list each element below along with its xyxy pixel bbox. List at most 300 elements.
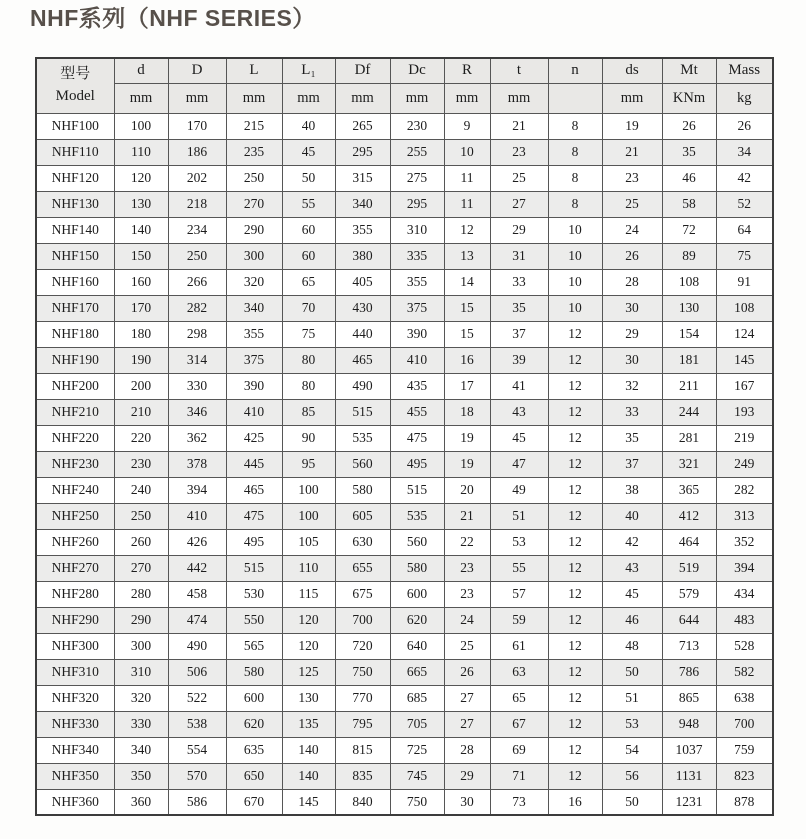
value-cell: 29 <box>602 321 662 347</box>
value-cell: 835 <box>335 763 390 789</box>
value-cell: 465 <box>335 347 390 373</box>
value-cell: 282 <box>716 477 773 503</box>
value-cell: 346 <box>168 399 226 425</box>
value-cell: 54 <box>602 737 662 763</box>
unit-header <box>548 83 602 113</box>
column-header-l₁: L₁ <box>282 58 335 83</box>
value-cell: 110 <box>114 139 168 165</box>
value-cell: 56 <box>602 763 662 789</box>
model-cell: NHF160 <box>36 269 114 295</box>
value-cell: 16 <box>548 789 602 815</box>
value-cell: 219 <box>716 425 773 451</box>
value-cell: 47 <box>490 451 548 477</box>
value-cell: 355 <box>226 321 282 347</box>
value-cell: 815 <box>335 737 390 763</box>
table-row <box>36 165 773 191</box>
value-cell: 234 <box>168 217 226 243</box>
value-cell: 29 <box>444 763 490 789</box>
value-cell: 33 <box>490 269 548 295</box>
value-cell: 12 <box>444 217 490 243</box>
value-cell: 22 <box>444 529 490 555</box>
value-cell: 430 <box>335 295 390 321</box>
value-cell: 100 <box>282 503 335 529</box>
value-cell: 32 <box>602 373 662 399</box>
value-cell: 410 <box>168 503 226 529</box>
value-cell: 130 <box>662 295 716 321</box>
value-cell: 211 <box>662 373 716 399</box>
value-cell: 12 <box>548 477 602 503</box>
value-cell: 290 <box>114 607 168 633</box>
value-cell: 12 <box>548 529 602 555</box>
value-cell: 190 <box>114 347 168 373</box>
value-cell: 130 <box>114 191 168 217</box>
value-cell: 8 <box>548 191 602 217</box>
value-cell: 490 <box>168 633 226 659</box>
value-cell: 522 <box>168 685 226 711</box>
value-cell: 24 <box>444 607 490 633</box>
value-cell: 725 <box>390 737 444 763</box>
value-cell: 10 <box>548 243 602 269</box>
value-cell: 394 <box>168 477 226 503</box>
value-cell: 560 <box>390 529 444 555</box>
value-cell: 265 <box>335 113 390 139</box>
value-cell: 25 <box>602 191 662 217</box>
value-cell: 21 <box>490 113 548 139</box>
value-cell: 670 <box>226 789 282 815</box>
table-row <box>36 633 773 659</box>
value-cell: 266 <box>168 269 226 295</box>
table-row <box>36 113 773 139</box>
value-cell: 320 <box>114 685 168 711</box>
unit-header: kg <box>716 83 773 113</box>
value-cell: 795 <box>335 711 390 737</box>
value-cell: 330 <box>114 711 168 737</box>
unit-header: mm <box>390 83 444 113</box>
table-row <box>36 555 773 581</box>
column-header-dc: Dc <box>390 58 444 83</box>
value-cell: 13 <box>444 243 490 269</box>
value-cell: 150 <box>114 243 168 269</box>
value-cell: 140 <box>114 217 168 243</box>
value-cell: 230 <box>390 113 444 139</box>
value-cell: 108 <box>716 295 773 321</box>
value-cell: 26 <box>444 659 490 685</box>
value-cell: 125 <box>282 659 335 685</box>
value-cell: 145 <box>716 347 773 373</box>
model-cell: NHF340 <box>36 737 114 763</box>
value-cell: 170 <box>168 113 226 139</box>
value-cell: 210 <box>114 399 168 425</box>
value-cell: 12 <box>548 685 602 711</box>
value-cell: 250 <box>168 243 226 269</box>
value-cell: 255 <box>390 139 444 165</box>
value-cell: 750 <box>390 789 444 815</box>
value-cell: 260 <box>114 529 168 555</box>
value-cell: 355 <box>390 269 444 295</box>
value-cell: 390 <box>390 321 444 347</box>
value-cell: 620 <box>226 711 282 737</box>
value-cell: 483 <box>716 607 773 633</box>
value-cell: 700 <box>335 607 390 633</box>
value-cell: 249 <box>716 451 773 477</box>
value-cell: 27 <box>444 711 490 737</box>
value-cell: 90 <box>282 425 335 451</box>
model-cell: NHF210 <box>36 399 114 425</box>
value-cell: 362 <box>168 425 226 451</box>
value-cell: 15 <box>444 295 490 321</box>
value-cell: 100 <box>282 477 335 503</box>
value-cell: 37 <box>602 451 662 477</box>
value-cell: 313 <box>716 503 773 529</box>
value-cell: 10 <box>444 139 490 165</box>
value-cell: 570 <box>168 763 226 789</box>
value-cell: 26 <box>662 113 716 139</box>
value-cell: 515 <box>390 477 444 503</box>
value-cell: 310 <box>390 217 444 243</box>
value-cell: 51 <box>602 685 662 711</box>
value-cell: 89 <box>662 243 716 269</box>
table-row <box>36 269 773 295</box>
value-cell: 475 <box>226 503 282 529</box>
value-cell: 12 <box>548 347 602 373</box>
value-cell: 39 <box>490 347 548 373</box>
value-cell: 61 <box>490 633 548 659</box>
value-cell: 12 <box>548 399 602 425</box>
value-cell: 8 <box>548 113 602 139</box>
value-cell: 8 <box>548 165 602 191</box>
value-cell: 154 <box>662 321 716 347</box>
value-cell: 515 <box>226 555 282 581</box>
value-cell: 53 <box>602 711 662 737</box>
value-cell: 495 <box>226 529 282 555</box>
value-cell: 310 <box>114 659 168 685</box>
value-cell: 12 <box>548 659 602 685</box>
value-cell: 713 <box>662 633 716 659</box>
value-cell: 59 <box>490 607 548 633</box>
value-cell: 70 <box>282 295 335 321</box>
value-cell: 25 <box>490 165 548 191</box>
value-cell: 620 <box>390 607 444 633</box>
value-cell: 298 <box>168 321 226 347</box>
table-row <box>36 295 773 321</box>
value-cell: 42 <box>716 165 773 191</box>
value-cell: 464 <box>662 529 716 555</box>
value-cell: 350 <box>114 763 168 789</box>
model-cell: NHF120 <box>36 165 114 191</box>
value-cell: 9 <box>444 113 490 139</box>
unit-header: mm <box>282 83 335 113</box>
table-row <box>36 529 773 555</box>
value-cell: 18 <box>444 399 490 425</box>
value-cell: 40 <box>602 503 662 529</box>
value-cell: 20 <box>444 477 490 503</box>
value-cell: 55 <box>490 555 548 581</box>
value-cell: 759 <box>716 737 773 763</box>
table-row <box>36 685 773 711</box>
value-cell: 53 <box>490 529 548 555</box>
unit-header: mm <box>444 83 490 113</box>
table-row <box>36 477 773 503</box>
model-cell: NHF150 <box>36 243 114 269</box>
column-header-r: R <box>444 58 490 83</box>
value-cell: 580 <box>226 659 282 685</box>
value-cell: 27 <box>444 685 490 711</box>
value-cell: 60 <box>282 217 335 243</box>
model-cell: NHF350 <box>36 763 114 789</box>
table-row <box>36 321 773 347</box>
value-cell: 445 <box>226 451 282 477</box>
value-cell: 335 <box>390 243 444 269</box>
value-cell: 80 <box>282 347 335 373</box>
value-cell: 50 <box>282 165 335 191</box>
value-cell: 865 <box>662 685 716 711</box>
value-cell: 43 <box>602 555 662 581</box>
value-cell: 80 <box>282 373 335 399</box>
value-cell: 600 <box>226 685 282 711</box>
value-cell: 579 <box>662 581 716 607</box>
value-cell: 290 <box>226 217 282 243</box>
model-cell: NHF240 <box>36 477 114 503</box>
value-cell: 281 <box>662 425 716 451</box>
value-cell: 60 <box>282 243 335 269</box>
model-cell: NHF200 <box>36 373 114 399</box>
model-cell: NHF190 <box>36 347 114 373</box>
value-cell: 840 <box>335 789 390 815</box>
value-cell: 26 <box>716 113 773 139</box>
value-cell: 295 <box>335 139 390 165</box>
table-row <box>36 607 773 633</box>
value-cell: 23 <box>444 581 490 607</box>
value-cell: 73 <box>490 789 548 815</box>
value-cell: 635 <box>226 737 282 763</box>
column-header-t: t <box>490 58 548 83</box>
value-cell: 600 <box>390 581 444 607</box>
value-cell: 28 <box>602 269 662 295</box>
value-cell: 605 <box>335 503 390 529</box>
value-cell: 434 <box>716 581 773 607</box>
value-cell: 120 <box>282 607 335 633</box>
value-cell: 35 <box>490 295 548 321</box>
value-cell: 270 <box>226 191 282 217</box>
unit-header: mm <box>114 83 168 113</box>
value-cell: 15 <box>444 321 490 347</box>
value-cell: 10 <box>548 269 602 295</box>
value-cell: 10 <box>548 295 602 321</box>
value-cell: 519 <box>662 555 716 581</box>
table-row <box>36 711 773 737</box>
table-row <box>36 139 773 165</box>
value-cell: 65 <box>490 685 548 711</box>
table-row <box>36 425 773 451</box>
value-cell: 120 <box>114 165 168 191</box>
value-cell: 390 <box>226 373 282 399</box>
value-cell: 1231 <box>662 789 716 815</box>
value-cell: 490 <box>335 373 390 399</box>
value-cell: 202 <box>168 165 226 191</box>
column-header-mass: Mass <box>716 58 773 83</box>
value-cell: 21 <box>444 503 490 529</box>
value-cell: 193 <box>716 399 773 425</box>
value-cell: 115 <box>282 581 335 607</box>
value-cell: 75 <box>716 243 773 269</box>
model-cell: NHF100 <box>36 113 114 139</box>
value-cell: 375 <box>390 295 444 321</box>
value-cell: 135 <box>282 711 335 737</box>
column-header-ds: ds <box>602 58 662 83</box>
value-cell: 12 <box>548 633 602 659</box>
value-cell: 405 <box>335 269 390 295</box>
value-cell: 580 <box>335 477 390 503</box>
value-cell: 506 <box>168 659 226 685</box>
value-cell: 330 <box>168 373 226 399</box>
table-row <box>36 659 773 685</box>
value-cell: 720 <box>335 633 390 659</box>
value-cell: 675 <box>335 581 390 607</box>
value-cell: 25 <box>444 633 490 659</box>
value-cell: 28 <box>444 737 490 763</box>
value-cell: 380 <box>335 243 390 269</box>
value-cell: 582 <box>716 659 773 685</box>
unit-header: KNm <box>662 83 716 113</box>
model-cell: NHF180 <box>36 321 114 347</box>
value-cell: 26 <box>602 243 662 269</box>
value-cell: 528 <box>716 633 773 659</box>
value-cell: 19 <box>444 425 490 451</box>
value-cell: 21 <box>602 139 662 165</box>
value-cell: 91 <box>716 269 773 295</box>
value-cell: 23 <box>444 555 490 581</box>
value-cell: 67 <box>490 711 548 737</box>
value-cell: 878 <box>716 789 773 815</box>
column-header-d: D <box>168 58 226 83</box>
value-cell: 394 <box>716 555 773 581</box>
value-cell: 410 <box>226 399 282 425</box>
table-row <box>36 789 773 815</box>
model-cell: NHF140 <box>36 217 114 243</box>
value-cell: 19 <box>602 113 662 139</box>
value-cell: 55 <box>282 191 335 217</box>
value-cell: 72 <box>662 217 716 243</box>
column-header-l: L <box>226 58 282 83</box>
value-cell: 240 <box>114 477 168 503</box>
model-column-header: 型号 Model <box>36 58 114 113</box>
model-cell: NHF170 <box>36 295 114 321</box>
table-body <box>36 113 773 815</box>
model-cell: NHF280 <box>36 581 114 607</box>
value-cell: 435 <box>390 373 444 399</box>
value-cell: 8 <box>548 139 602 165</box>
value-cell: 12 <box>548 425 602 451</box>
value-cell: 426 <box>168 529 226 555</box>
value-cell: 655 <box>335 555 390 581</box>
value-cell: 200 <box>114 373 168 399</box>
value-cell: 786 <box>662 659 716 685</box>
model-cell: NHF310 <box>36 659 114 685</box>
table-row <box>36 217 773 243</box>
value-cell: 244 <box>662 399 716 425</box>
model-cell: NHF360 <box>36 789 114 815</box>
value-cell: 355 <box>335 217 390 243</box>
value-cell: 250 <box>226 165 282 191</box>
value-cell: 352 <box>716 529 773 555</box>
value-cell: 12 <box>548 373 602 399</box>
value-cell: 644 <box>662 607 716 633</box>
value-cell: 75 <box>282 321 335 347</box>
value-cell: 215 <box>226 113 282 139</box>
value-cell: 554 <box>168 737 226 763</box>
value-cell: 23 <box>490 139 548 165</box>
value-cell: 230 <box>114 451 168 477</box>
value-cell: 12 <box>548 503 602 529</box>
value-cell: 41 <box>490 373 548 399</box>
model-cell: NHF250 <box>36 503 114 529</box>
value-cell: 11 <box>444 165 490 191</box>
value-cell: 340 <box>226 295 282 321</box>
value-cell: 640 <box>390 633 444 659</box>
value-cell: 586 <box>168 789 226 815</box>
value-cell: 378 <box>168 451 226 477</box>
value-cell: 43 <box>490 399 548 425</box>
value-cell: 315 <box>335 165 390 191</box>
value-cell: 218 <box>168 191 226 217</box>
value-cell: 124 <box>716 321 773 347</box>
value-cell: 560 <box>335 451 390 477</box>
value-cell: 410 <box>390 347 444 373</box>
value-cell: 530 <box>226 581 282 607</box>
value-cell: 770 <box>335 685 390 711</box>
unit-header: mm <box>226 83 282 113</box>
value-cell: 12 <box>548 451 602 477</box>
value-cell: 10 <box>548 217 602 243</box>
value-cell: 474 <box>168 607 226 633</box>
value-cell: 705 <box>390 711 444 737</box>
value-cell: 1131 <box>662 763 716 789</box>
value-cell: 12 <box>548 737 602 763</box>
value-cell: 27 <box>490 191 548 217</box>
value-cell: 37 <box>490 321 548 347</box>
value-cell: 34 <box>716 139 773 165</box>
model-cell: NHF230 <box>36 451 114 477</box>
value-cell: 11 <box>444 191 490 217</box>
value-cell: 360 <box>114 789 168 815</box>
value-cell: 250 <box>114 503 168 529</box>
value-cell: 31 <box>490 243 548 269</box>
column-header-mt: Mt <box>662 58 716 83</box>
value-cell: 550 <box>226 607 282 633</box>
model-cell: NHF220 <box>36 425 114 451</box>
model-cell: NHF130 <box>36 191 114 217</box>
unit-header: mm <box>168 83 226 113</box>
value-cell: 57 <box>490 581 548 607</box>
value-cell: 33 <box>602 399 662 425</box>
model-cell: NHF330 <box>36 711 114 737</box>
value-cell: 565 <box>226 633 282 659</box>
model-cell: NHF270 <box>36 555 114 581</box>
value-cell: 17 <box>444 373 490 399</box>
value-cell: 45 <box>490 425 548 451</box>
value-cell: 140 <box>282 763 335 789</box>
value-cell: 85 <box>282 399 335 425</box>
value-cell: 170 <box>114 295 168 321</box>
value-cell: 50 <box>602 659 662 685</box>
value-cell: 12 <box>548 711 602 737</box>
column-header-d: d <box>114 58 168 83</box>
value-cell: 375 <box>226 347 282 373</box>
value-cell: 580 <box>390 555 444 581</box>
table-row <box>36 347 773 373</box>
value-cell: 12 <box>548 581 602 607</box>
page-title: NHF系列（NHF SERIES） <box>30 5 316 31</box>
